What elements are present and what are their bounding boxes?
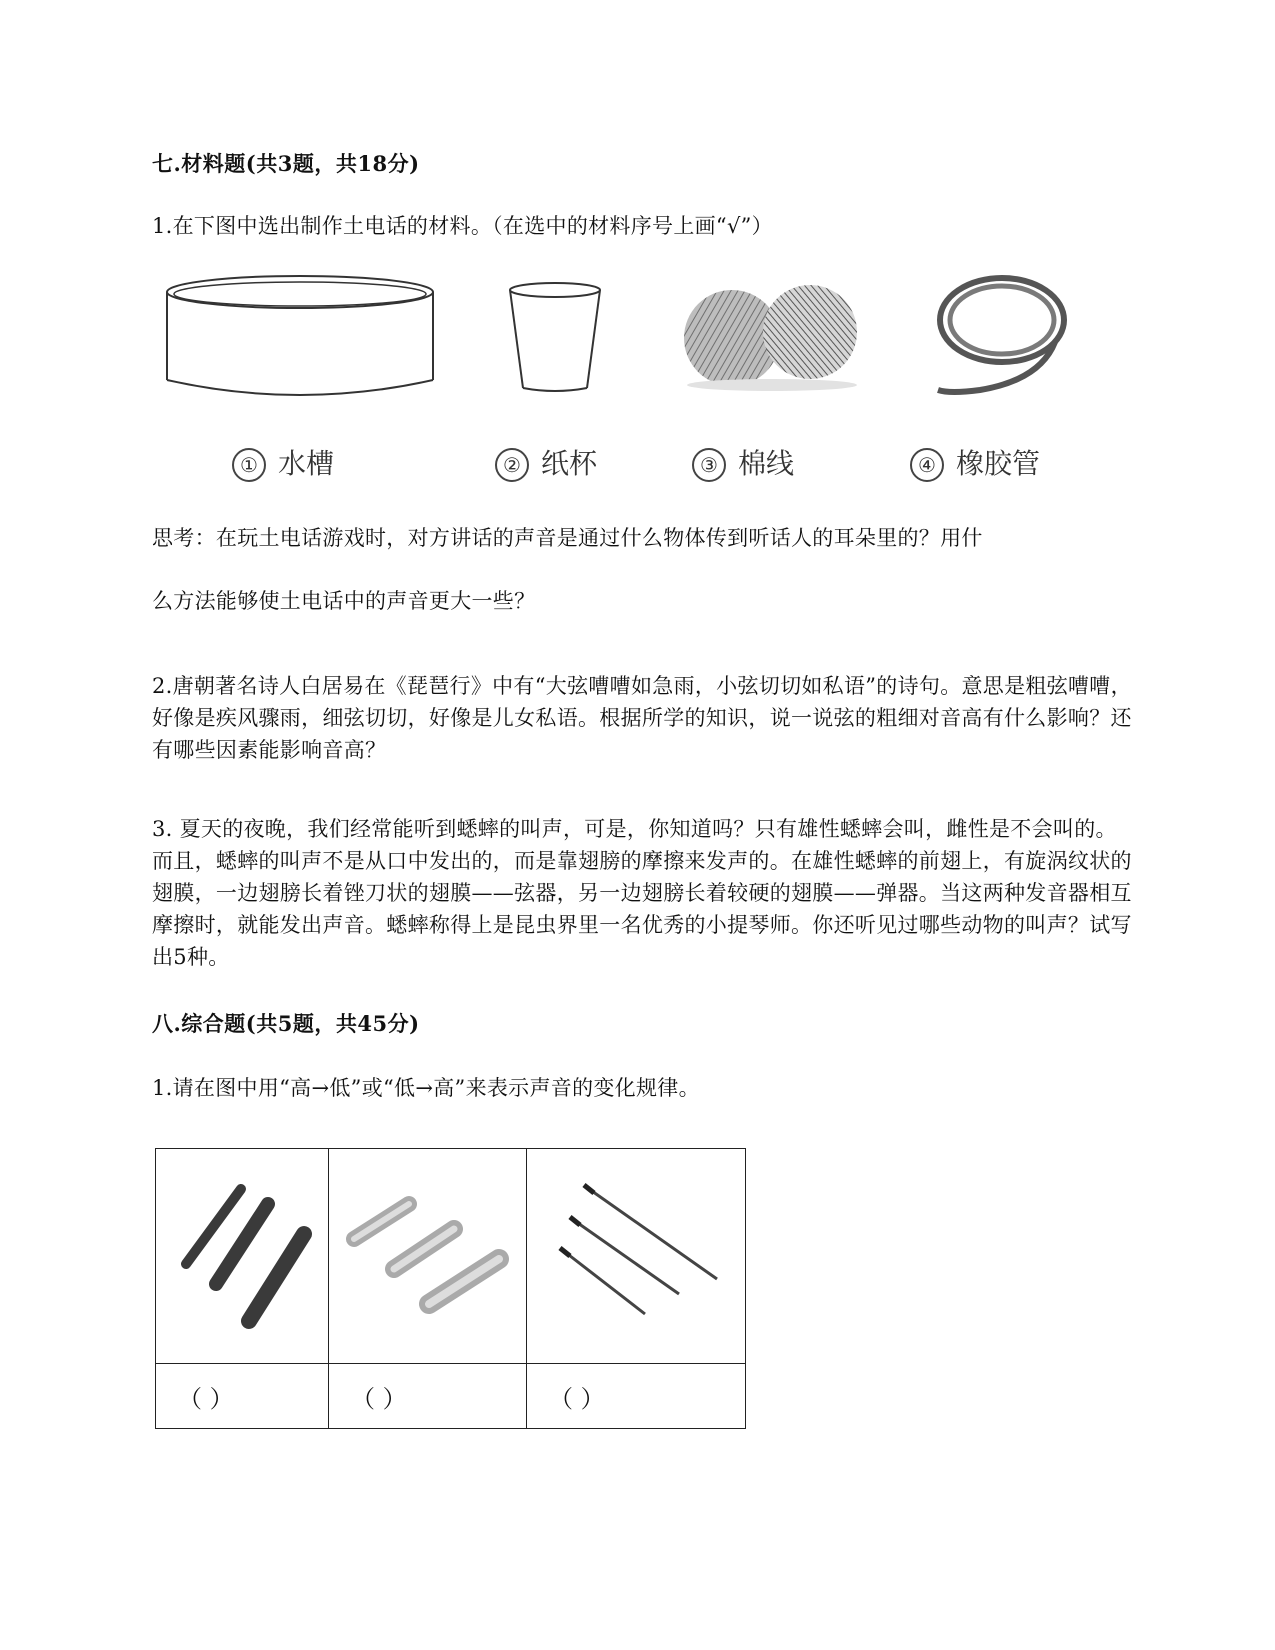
rubber-tube-icon bbox=[930, 270, 1075, 400]
material-number: ② bbox=[495, 448, 529, 482]
section7-q2-text: 2.唐朝著名诗人白居易在《琵琶行》中有“大弦嘈嘈如急雨，小弦切切如私语”的诗句。意思是粗弦嘈嘈，好像是疾风骤雨，细弦切切，好像是儿女私语。根据所学的知识，说一说弦的粗细对音高有什么影响？还有哪些因素能影响音高？ bbox=[152, 674, 1132, 762]
water-trough-icon bbox=[160, 270, 440, 400]
image-row bbox=[156, 1149, 746, 1364]
section7-q1-text: 1.在下图中选出制作土电话的材料。（在选中的材料序号上画“√”） bbox=[152, 214, 773, 238]
material-label-1 bbox=[232, 442, 334, 482]
answer-row bbox=[156, 1364, 746, 1429]
material-paper-cup bbox=[505, 270, 605, 399]
answer-blank-text: （ ） bbox=[178, 1384, 234, 1413]
section8-heading: 八.综合题(共5题，共45分) bbox=[152, 1011, 420, 1036]
material-name: 纸杯 bbox=[541, 447, 598, 480]
iron-rods-icon bbox=[156, 1149, 328, 1359]
material-label-3 bbox=[692, 442, 794, 482]
image-cell-aluminum-tubes bbox=[329, 1149, 527, 1364]
sound-pitch-table bbox=[155, 1148, 746, 1429]
paper-cup-icon bbox=[505, 270, 605, 395]
aluminum-tubes-icon bbox=[329, 1149, 526, 1359]
answer-blank-1[interactable] bbox=[156, 1364, 329, 1429]
section7-heading: 七.材料题(共3题，共18分) bbox=[152, 151, 420, 176]
material-cotton-thread bbox=[680, 270, 865, 399]
think-line-2: 么方法能够使土电话中的声音更大一些？ bbox=[152, 589, 536, 613]
material-rubber-tube bbox=[930, 270, 1075, 404]
image-cell-iron-rods bbox=[156, 1149, 329, 1364]
answer-blank-3[interactable] bbox=[527, 1364, 746, 1429]
section7-q3-text: 3. 夏天的夜晚，我们经常能听到蟋蟀的叫声，可是，你知道吗？只有雄性蟋蟀会叫，雌性是不会叫的。而且，蟋蟀的叫声不是从口中发出的，而是靠翅膀的摩擦来发声的。在雄性蟋蟀的前翅上，有旋涡纹状的翅膜，一边翅膀长着锉刀状的翅膜——弦器，另一边翅膀长着较硬的翅膜——弹器。当这两种发音器相互摩擦时，就能发出声音。蟋蟀称得上是昆虫界里一名优秀的小提琴师。你还听见过哪些动物的叫声？试写出5种。 bbox=[152, 817, 1132, 969]
materials-figure bbox=[160, 270, 1130, 500]
answer-blank-text: （ ） bbox=[549, 1384, 605, 1413]
material-number: ① bbox=[232, 448, 266, 482]
image-cell-nails bbox=[527, 1149, 746, 1364]
section8-q1-text: 1.请在图中用“高→低”或“低→高”来表示声音的变化规律。 bbox=[152, 1076, 700, 1100]
material-water-trough bbox=[160, 270, 440, 404]
material-label-2 bbox=[495, 442, 597, 482]
material-name: 橡胶管 bbox=[956, 447, 1041, 480]
answer-blank-text: （ ） bbox=[351, 1384, 407, 1413]
material-name: 水槽 bbox=[278, 447, 335, 480]
material-number: ④ bbox=[910, 448, 944, 482]
answer-blank-2[interactable] bbox=[329, 1364, 527, 1429]
nails-icon bbox=[527, 1149, 745, 1359]
material-number: ③ bbox=[692, 448, 726, 482]
material-name: 棉线 bbox=[738, 447, 795, 480]
cotton-thread-icon bbox=[680, 270, 865, 395]
think-line-1: 思考：在玩土电话游戏时，对方讲话的声音是通过什么物体传到听话人的耳朵里的？用什 bbox=[152, 526, 983, 550]
material-label-4 bbox=[910, 442, 1040, 482]
